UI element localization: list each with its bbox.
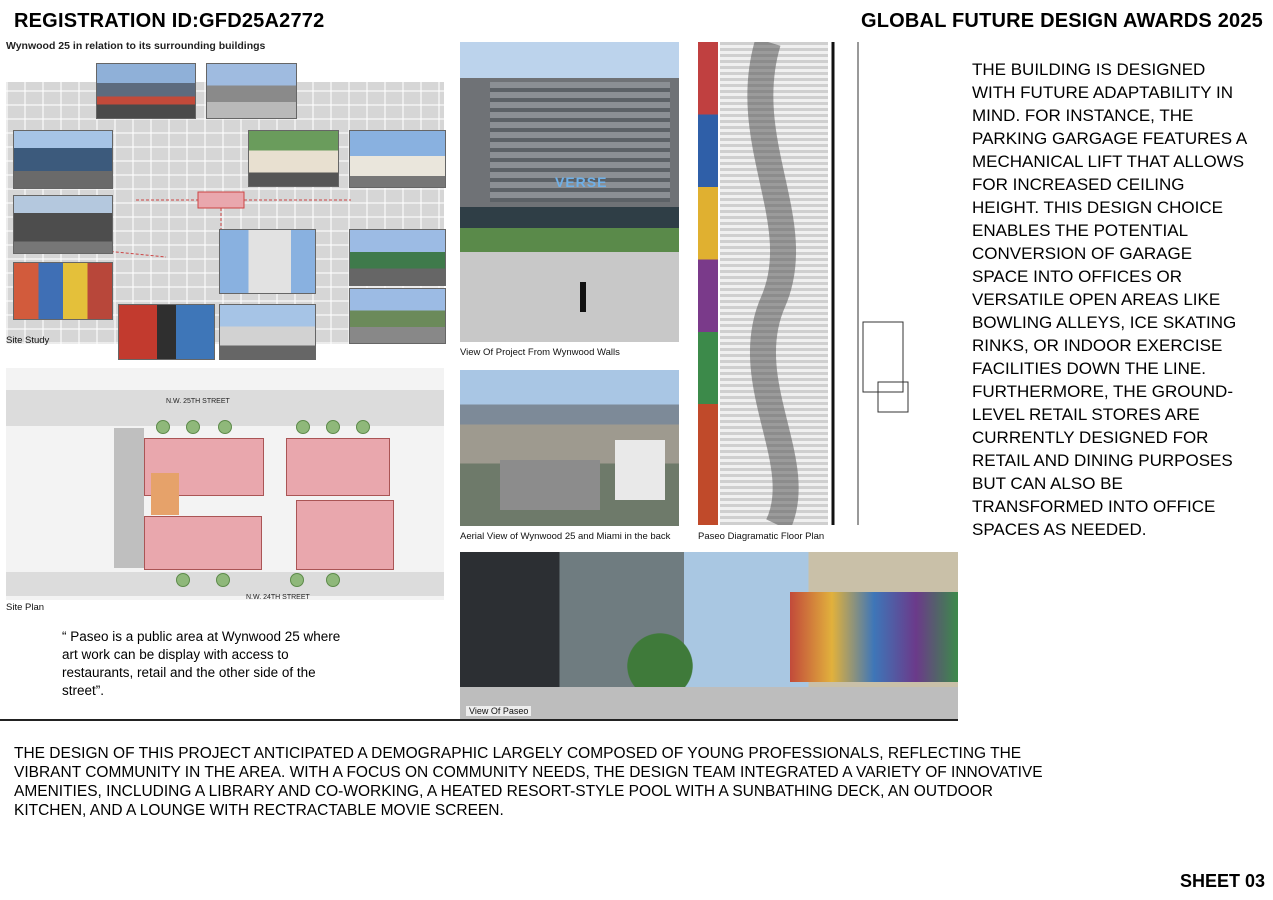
- site-photo: [13, 130, 113, 189]
- paseo-linework: [698, 42, 958, 525]
- site-photo: [349, 130, 446, 188]
- street-label: N.W. 24TH STREET: [246, 594, 310, 600]
- site-photo: [206, 63, 297, 119]
- tree-symbol: [156, 420, 170, 434]
- tree-symbol: [218, 420, 232, 434]
- tree-symbol: [326, 420, 340, 434]
- site-context-caption: Wynwood 25 in relation to its surrounding buildings: [6, 40, 266, 52]
- walls-view-caption: View Of Project From Wynwood Walls: [460, 347, 620, 358]
- registration-id: REGISTRATION ID:GFD25A2772: [14, 10, 325, 32]
- aerial-view-caption: Aerial View of Wynwood 25 and Miami in the back: [460, 531, 671, 542]
- paseo-strip: [114, 428, 144, 568]
- site-photo: [349, 288, 446, 344]
- tower: [615, 440, 665, 500]
- paseo-plan-caption: Paseo Diagramatic Floor Plan: [698, 531, 825, 542]
- tree-symbol: [176, 573, 190, 587]
- paseo-ground: [460, 687, 958, 719]
- building-footprint: [296, 500, 394, 570]
- tree-symbol: [216, 573, 230, 587]
- demographic-text: THE DESIGN OF THIS PROJECT ANTICIPATED A DEMOGRAPHIC LARGELY COMPOSED OF YOUNG PROFESSIONALS, REFLECTING THE VIBRANT COMMUNITY IN THE AREA. WITH A FOCUS ON COMMUNITY NEEDS, THE DESIGN TEAM INTEGRATED A VARIETY OF INNOVATIVE AMENITIES, INCLUDING A LIBRARY AND CO-WORKING, A HEATED RESORT-STYLE POOL WITH A SUNBATHING DECK, AN OUTDOOR KITCHEN, AND A LOUNGE WITH RECTRACTABLE MOVIE SCREEN.: [14, 745, 1043, 819]
- section-divider: [0, 719, 958, 721]
- paseo-view-photo: [460, 552, 958, 719]
- block: [500, 460, 600, 510]
- aerial-photo: [460, 370, 679, 526]
- site-photo: [118, 304, 215, 360]
- site-photo: [349, 229, 446, 286]
- site-photo: [248, 130, 339, 187]
- site-plan-drawing: [6, 368, 444, 600]
- adaptability-text: THE BUILDING IS DESIGNED WITH FUTURE ADAPTABILITY IN MIND. FOR INSTANCE, THE PARKING GARGAGE FEATURES A MECHANICAL LIFT THAT ALLOWS FOR INCREASED CEILING HEIGHT. THIS DESIGN CHOICE ENABLES THE POTENTIAL CONVERSION OF GARAGE SPACE INTO OFFICES OR VERSATILE OPEN AREAS LIKE BOWLING ALLEYS, ICE SKATING RINKS, OR INDOOR EXERCISE FACILITIES DOWN THE LINE. FURTHERMORE, THE GROUND-LEVEL RETAIL STORES ARE CURRENTLY DESIGNED FOR RETAIL AND DINING PURPOSES BUT CAN ALSO BE TRANSFORMED INTO OFFICE SPACES AS NEEDED.: [972, 60, 1247, 539]
- site-photo: [13, 195, 113, 254]
- site-study-caption: Site Study: [6, 335, 50, 346]
- verse-sign: VERSE: [555, 174, 608, 190]
- site-photo: [219, 304, 316, 360]
- wynwood-walls-photo: [460, 42, 679, 342]
- award-title: GLOBAL FUTURE DESIGN AWARDS 2025: [860, 10, 1263, 32]
- tree-symbol: [296, 420, 310, 434]
- street-label: N.W. 25TH STREET: [166, 398, 230, 405]
- core-area: [151, 473, 179, 515]
- tree-symbol: [326, 573, 340, 587]
- building-footprint: [144, 516, 262, 570]
- mural-wall: [790, 592, 958, 682]
- paseo-floor-plan: [698, 42, 958, 525]
- tree-symbol: [186, 420, 200, 434]
- tree-symbol: [356, 420, 370, 434]
- site-photo: [219, 229, 316, 294]
- paseo-view-caption: View Of Paseo: [466, 706, 531, 716]
- sheet-number: SHEET 03: [1179, 871, 1265, 891]
- building-footprint: [286, 438, 390, 496]
- site-photo: [96, 63, 196, 119]
- tree-symbol: [290, 573, 304, 587]
- bollard: [580, 282, 586, 312]
- paseo-quote: “ Paseo is a public area at Wynwood 25 where art work can be display with access to restaurants, retail and the other side of the street”.: [62, 629, 341, 698]
- site-plan-caption: Site Plan: [6, 602, 45, 613]
- site-photo: [13, 262, 113, 320]
